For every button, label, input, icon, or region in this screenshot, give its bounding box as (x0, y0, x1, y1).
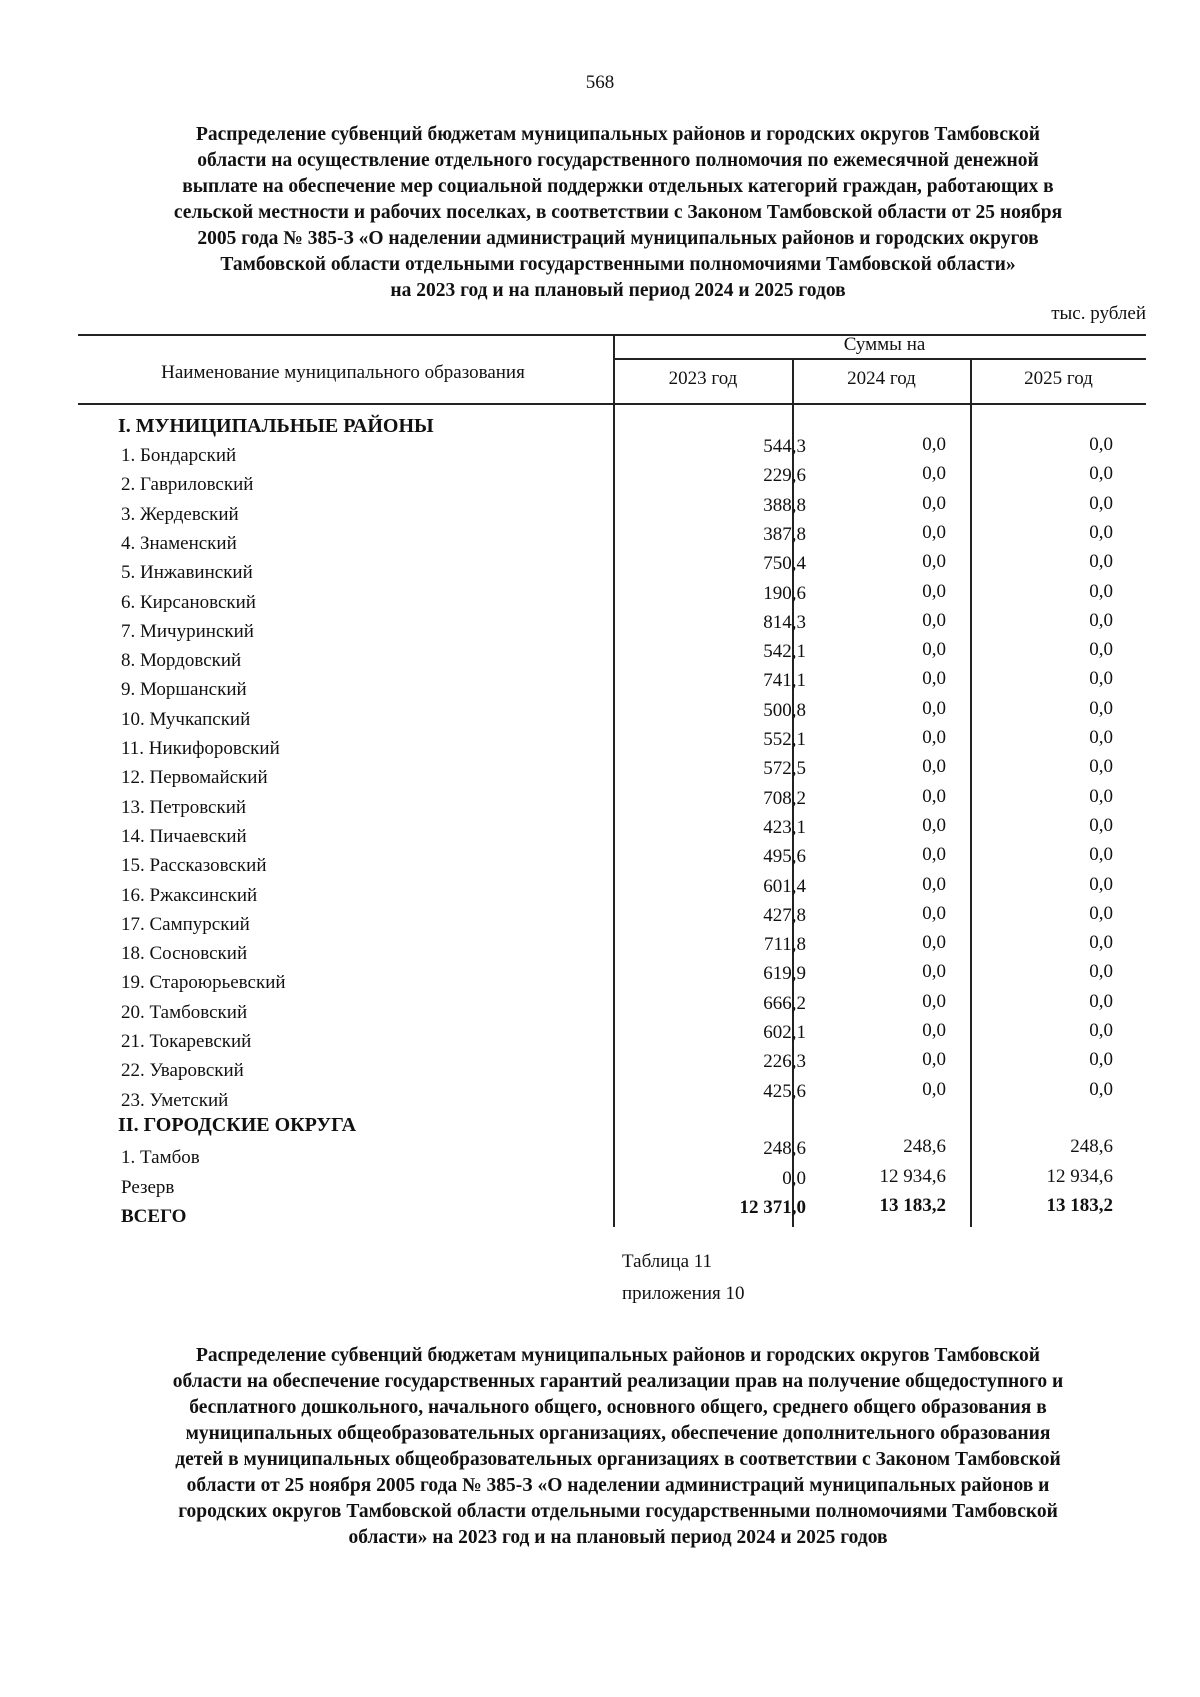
table-row-name: 8. Мордовский (121, 650, 242, 672)
table-cell-2025: 0,0 (1089, 961, 1113, 983)
table-cell-2024: 0,0 (922, 844, 946, 866)
section-heading-city-districts: II. ГОРОДСКИЕ ОКРУГА (118, 1113, 357, 1136)
table-cell-2024: 0,0 (922, 668, 946, 690)
table-cell-2023: 248,6 (763, 1138, 806, 1160)
table-cell-2025: 0,0 (1089, 844, 1113, 866)
table-cell-2023: 0,0 (782, 1167, 806, 1189)
table-cell-2023: 190,6 (763, 582, 806, 604)
table-cell-2024: 0,0 (922, 814, 946, 836)
table-cell-2024: 248,6 (903, 1136, 946, 1158)
title-line: области от 25 ноября 2005 года № 385-З «О наделении администраций муниципальных районов и (186, 1475, 1050, 1496)
table-row-name: 13. Петровский (121, 796, 247, 818)
table-cell-2023: 750,4 (763, 553, 806, 575)
header-year-2025: 2025 год (1024, 368, 1093, 389)
table-cell-2023: 423,1 (763, 816, 806, 838)
units-label: тыс. рублей (1051, 303, 1146, 324)
table-total-label: ВСЕГО (121, 1205, 187, 1227)
table-row-name: 4. Знаменский (121, 532, 237, 554)
table-cell-2025: 0,0 (1089, 873, 1113, 895)
title-line: сельской местности и рабочих поселках, в соответствии с Законом Тамбовской области от 25 ноября (173, 202, 1063, 223)
table-row-name: 10. Мучкапский (121, 708, 251, 730)
table-row-name: 14. Пичаевский (121, 825, 247, 847)
header-bottom-rule (78, 403, 1146, 405)
table-cell-2025: 0,0 (1089, 785, 1113, 807)
table-10-title (108, 122, 1128, 304)
table-cell-2025: 0,0 (1089, 521, 1113, 543)
table-cell-2025: 0,0 (1089, 1049, 1113, 1071)
table-cell-2025: 0,0 (1089, 1078, 1113, 1100)
table-cell-2024: 0,0 (922, 639, 946, 661)
table-row-name: 6. Кирсановский (121, 591, 256, 613)
title-line: на 2023 год и на плановый период 2024 и 2025 годов (390, 280, 846, 301)
table-cell-2025: 13 183,2 (1046, 1194, 1113, 1216)
table-cell-2025: 0,0 (1089, 727, 1113, 748)
title-line: выплате на обеспечение мер социальной поддержки отдельных категорий граждан, работающих в (182, 176, 1054, 197)
table-cell-2023: 544,3 (763, 436, 806, 457)
table-cell-2024: 0,0 (922, 727, 946, 748)
table-cell-2024: 0,0 (922, 1020, 946, 1041)
table-cell-2025: 248,6 (1070, 1136, 1113, 1158)
table-cell-2023: 425,6 (763, 1080, 806, 1102)
table-cell-2023: 552,1 (763, 729, 806, 750)
table-cell-2024: 0,0 (922, 1078, 946, 1100)
table-cell-2023: 500,8 (763, 699, 806, 721)
table-row-name: 9. Моршанский (121, 679, 247, 701)
table-cell-2024: 0,0 (922, 990, 946, 1012)
table-cell-2025: 0,0 (1089, 902, 1113, 924)
table-cell-2023: 229,6 (763, 465, 806, 487)
table-cell-2024: 0,0 (922, 932, 946, 954)
table-row-name: 12. Первомайский (121, 767, 268, 789)
title-line: области на обеспечение государственных гарантий реализации прав на получение общедоступного и (172, 1371, 1064, 1392)
table-row-name: 3. Жердевский (121, 503, 239, 525)
table-cell-2024: 0,0 (922, 609, 946, 631)
table-cell-2024: 0,0 (922, 873, 946, 895)
table-number-note: Таблица 11 (622, 1251, 713, 1272)
table-row-name: 17. Сампурский (121, 913, 250, 935)
table-11-title (108, 1343, 1128, 1551)
table-cell-2023: 572,5 (763, 758, 806, 780)
title-line: Тамбовской области отдельными государственными полномочиями Тамбовской области» (220, 254, 1016, 275)
title-line: детей в муниципальных общеобразовательных организациях в соответствии с Законом Тамбовской (175, 1449, 1061, 1470)
table-cell-2025: 0,0 (1089, 697, 1113, 719)
table-cell-2025: 0,0 (1089, 463, 1113, 485)
table-cell-2025: 0,0 (1089, 668, 1113, 690)
title-line: Распределение субвенций бюджетам муниципальных районов и городских округов Тамбовской (195, 124, 1041, 145)
table-cell-2024: 0,0 (922, 1049, 946, 1071)
table-cell-2025: 12 934,6 (1046, 1165, 1113, 1187)
table-cell-2023: 388,8 (763, 494, 806, 516)
header-sums-rule (614, 358, 1146, 360)
title-line: муниципальных общеобразовательных организациях, обеспечение дополнительного образования (185, 1423, 1051, 1444)
title-line: области на осуществление отдельного государственного полномочия по ежемесячной денежной (197, 150, 1039, 171)
table-cell-2024: 0,0 (922, 785, 946, 807)
table-cell-2024: 0,0 (922, 551, 946, 573)
table-cell-2024: 0,0 (922, 756, 946, 778)
table-cell-2023: 666,2 (763, 992, 806, 1014)
table-row-name: 1. Бондарский (121, 445, 237, 466)
table-cell-2025: 0,0 (1089, 1020, 1113, 1041)
subvention-table (78, 334, 1146, 1229)
table-row-name: Резерв (121, 1176, 175, 1198)
table-cell-2025: 0,0 (1089, 434, 1113, 455)
table-cell-2024: 12 934,6 (879, 1165, 946, 1187)
column-divider (613, 334, 615, 1227)
header-name: Наименование муниципального образования (161, 362, 525, 383)
title-line: бесплатного дошкольного, начального общего, основного общего, среднего общего образования в (189, 1397, 1047, 1418)
table-cell-2023: 12 371,0 (739, 1196, 806, 1218)
table-row-name: 16. Ржаксинский (121, 884, 258, 906)
table-cell-2024: 13 183,2 (879, 1194, 946, 1216)
table-cell-2023: 601,4 (763, 875, 806, 897)
table-row-name: 11. Никифоровский (121, 738, 280, 759)
appendix-note: приложения 10 (622, 1283, 745, 1304)
table-cell-2025: 0,0 (1089, 580, 1113, 602)
table-cell-2023: 708,2 (763, 787, 806, 809)
table-cell-2025: 0,0 (1089, 492, 1113, 514)
table-cell-2025: 0,0 (1089, 756, 1113, 778)
table-cell-2023: 226,3 (763, 1051, 806, 1073)
header-year-2024: 2024 год (847, 368, 916, 389)
table-cell-2024: 0,0 (922, 434, 946, 455)
table-cell-2025: 0,0 (1089, 990, 1113, 1012)
table-cell-2024: 0,0 (922, 961, 946, 983)
table-row-name: 2. Гавриловский (121, 474, 254, 496)
table-row-name: 19. Староюрьевский (121, 972, 286, 994)
header-year-2023: 2023 год (668, 368, 738, 389)
table-cell-2024: 0,0 (922, 463, 946, 485)
table-cell-2023: 619,9 (763, 963, 806, 985)
table-row-name: 1. Тамбов (121, 1147, 200, 1169)
table-cell-2024: 0,0 (922, 580, 946, 602)
header-sums: Суммы на (843, 334, 926, 355)
table-cell-2023: 427,8 (763, 904, 806, 926)
table-cell-2025: 0,0 (1089, 814, 1113, 836)
table-cell-2025: 0,0 (1089, 639, 1113, 661)
title-line: 2005 года № 385-З «О наделении администраций муниципальных районов и городских округов (197, 228, 1039, 249)
table-row-name: 21. Токаревский (121, 1031, 252, 1052)
table-cell-2023: 495,6 (763, 846, 806, 868)
title-line: области» на 2023 год и на плановый период 2024 и 2025 годов (348, 1527, 888, 1548)
page-number: 568 (585, 72, 615, 93)
table-cell-2023: 741,1 (763, 670, 806, 692)
title-line: городских округов Тамбовской области отдельными государственными полномочиями Тамбовской (178, 1501, 1058, 1522)
table-cell-2024: 0,0 (922, 902, 946, 924)
table-cell-2023: 387,8 (763, 523, 806, 545)
table-row-name: 5. Инжавинский (121, 562, 253, 584)
table-cell-2025: 0,0 (1089, 609, 1113, 631)
table-cell-2023: 542,1 (763, 641, 806, 663)
table-cell-2023: 814,3 (763, 611, 806, 633)
table-row-name: 23. Уметский (121, 1089, 229, 1111)
table-cell-2024: 0,0 (922, 697, 946, 719)
section-heading-districts: I. МУНИЦИПАЛЬНЫЕ РАЙОНЫ (118, 415, 434, 437)
table-cell-2024: 0,0 (922, 521, 946, 543)
table-row-name: 18. Сосновский (121, 943, 248, 965)
table-row-name: 22. Уваровский (121, 1060, 244, 1082)
table-row-name: 7. Мичуринский (121, 620, 254, 642)
title-line: Распределение субвенций бюджетам муниципальных районов и городских округов Тамбовской (195, 1345, 1041, 1366)
table-cell-2023: 602,1 (763, 1022, 806, 1043)
table-cell-2023: 711,8 (763, 934, 806, 956)
column-divider (970, 358, 972, 1227)
table-row-name: 20. Тамбовский (121, 1001, 248, 1023)
table-cell-2025: 0,0 (1089, 932, 1113, 954)
table-cell-2025: 0,0 (1089, 551, 1113, 573)
table-row-name: 15. Рассказовский (121, 855, 267, 877)
table-cell-2024: 0,0 (922, 492, 946, 514)
